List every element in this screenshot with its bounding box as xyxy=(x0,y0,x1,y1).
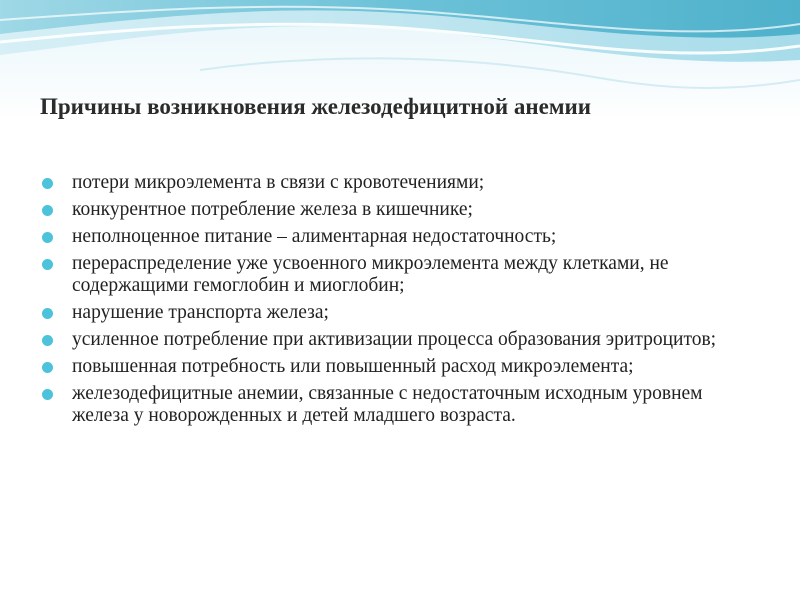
list-item xyxy=(42,356,742,378)
circle-bullet-icon xyxy=(42,389,53,400)
bullet-list xyxy=(42,172,742,432)
list-item-text: перераспределение уже усвоенного микроэлемента между клетками, не содержащими гемоглобин и миоглобин; xyxy=(72,253,669,296)
list-item-text: неполноценное питание – алиментарная недостаточность; xyxy=(72,226,557,247)
list-item-text: конкурентное потребление железа в кишечнике; xyxy=(72,199,473,220)
list-item xyxy=(42,302,742,324)
list-item xyxy=(42,253,742,297)
list-item xyxy=(42,383,742,427)
list-item xyxy=(42,329,742,351)
circle-bullet-icon xyxy=(42,259,53,270)
circle-bullet-icon xyxy=(42,308,53,319)
circle-bullet-icon xyxy=(42,205,53,216)
list-item-text: усиленное потребление при активизации процесса образования эритроцитов; xyxy=(72,329,717,350)
list-item-text: железодефицитные анемии, связанные с недостаточным исходным уровнем железа у новорожденных и детей младшего возраста. xyxy=(72,383,703,426)
list-item xyxy=(42,172,742,194)
list-item xyxy=(42,199,742,221)
list-item-text: повышенная потребность или повышенный расход микроэлемента; xyxy=(72,356,634,377)
circle-bullet-icon xyxy=(42,335,53,346)
circle-bullet-icon xyxy=(42,178,53,189)
circle-bullet-icon xyxy=(42,362,53,373)
slide-title: Причины возникновения железодефицитной анемии xyxy=(40,94,592,119)
list-item-text: нарушение транспорта железа; xyxy=(72,302,329,323)
list-item-text: потери микроэлемента в связи с кровотечениями; xyxy=(72,172,485,193)
circle-bullet-icon xyxy=(42,232,53,243)
list-item xyxy=(42,226,742,248)
